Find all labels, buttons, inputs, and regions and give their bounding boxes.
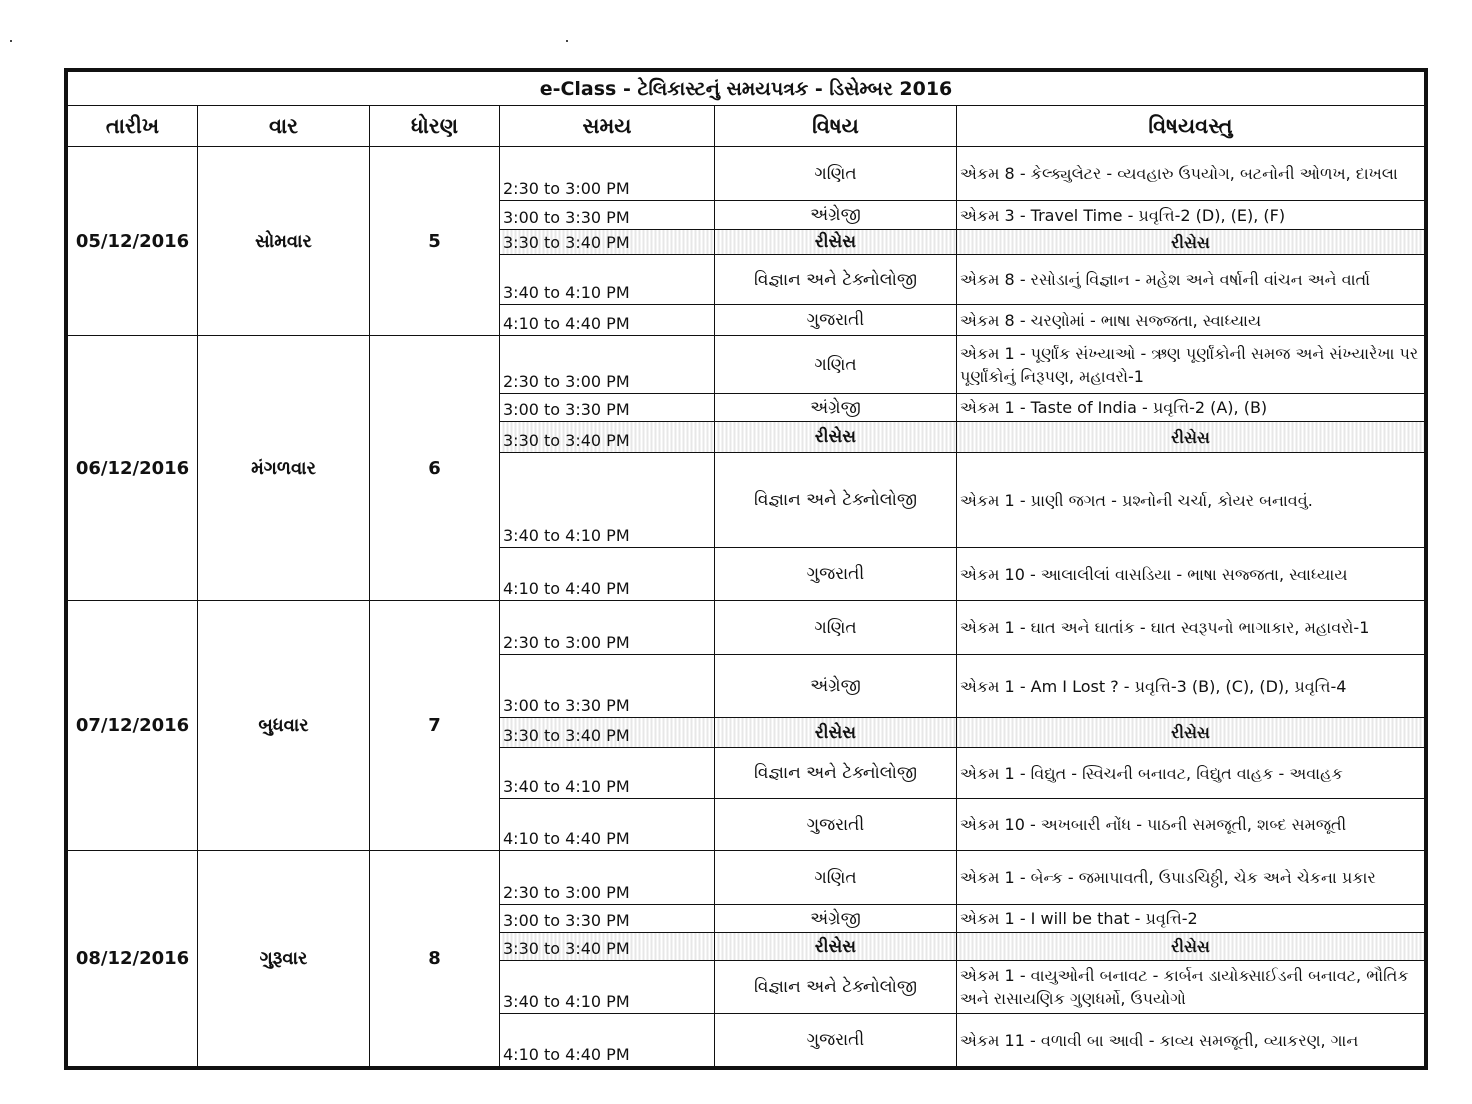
subject-cell: અંગ્રેજી: [715, 201, 957, 230]
subject-cell: વિજ્ઞાન અને ટેક્નોલોજી: [715, 748, 957, 799]
table-row: [68, 601, 1425, 655]
time-cell: 3:30 to 3:40 PM: [500, 718, 715, 748]
topic-cell: એકમ 1 - Taste of India - પ્રવૃત્તિ-2 (A), (B): [957, 394, 1425, 422]
subject-cell: રીસેસ: [715, 933, 957, 961]
subject-cell: ગુજરાતી: [715, 1014, 957, 1067]
topic-cell: એકમ 10 - અખબારી નોંધ - પાઠની સમજૂતી, શબ્દ સમજૂતી: [957, 799, 1425, 851]
subject-cell: વિજ્ઞાન અને ટેક્નોલોજી: [715, 453, 957, 548]
topic-cell: રીસેસ: [957, 230, 1425, 255]
header-row: [68, 106, 1425, 147]
subject-cell: ગુજરાતી: [715, 305, 957, 336]
date-cell: 05/12/2016: [68, 147, 198, 336]
time-cell: 3:00 to 3:30 PM: [500, 201, 715, 230]
subject-cell: ગણિત: [715, 601, 957, 655]
topic-cell: એકમ 11 - વળાવી બા આવી - કાવ્ય સમજૂતી, વ્યાકરણ, ગાન: [957, 1014, 1425, 1067]
subject-cell: અંગ્રેજી: [715, 394, 957, 422]
schedule-body: [68, 147, 1425, 1067]
subject-cell: ગણિત: [715, 851, 957, 905]
time-cell: 3:00 to 3:30 PM: [500, 655, 715, 718]
table-row: [68, 147, 1425, 201]
subject-cell: વિજ્ઞાન અને ટેક્નોલોજી: [715, 255, 957, 305]
topic-cell: એકમ 1 - વિદ્યુત - સ્વિચની બનાવટ, વિદ્યુત વાહક - અવાહક: [957, 748, 1425, 799]
header-time: સમય: [500, 106, 715, 147]
table-row: [68, 336, 1425, 394]
time-cell: 4:10 to 4:40 PM: [500, 799, 715, 851]
header-day: વાર: [198, 106, 370, 147]
topic-cell: એકમ 10 - આલાલીલાં વાસડિયા - ભાષા સજ્જતા, સ્વાધ્યાય: [957, 548, 1425, 601]
time-cell: 4:10 to 4:40 PM: [500, 548, 715, 601]
topic-cell: એકમ 1 - પૂર્ણાંક સંખ્યાઓ - ઋણ પૂર્ણાંકોની સમજ અને સંખ્યારેખા પર પૂર્ણાંકોનું નિરૂપણ, મહાવરો-1: [957, 336, 1425, 394]
header-topic: વિષયવસ્તુ: [957, 106, 1425, 147]
topic-cell: એકમ 1 - બેન્ક - જમાપાવતી, ઉપાડચિઠ્ઠી, ચેક અને ચેકના પ્રકાર: [957, 851, 1425, 905]
time-cell: 3:40 to 4:10 PM: [500, 748, 715, 799]
topic-cell: એકમ 3 - Travel Time - પ્રવૃત્તિ-2 (D), (E), (F): [957, 201, 1425, 230]
topic-cell: એકમ 8 - રસોડાનું વિજ્ઞાન - મહેશ અને વર્ષાની વાંચન અને વાર્તા: [957, 255, 1425, 305]
subject-cell: અંગ્રેજી: [715, 905, 957, 933]
time-cell: 2:30 to 3:00 PM: [500, 336, 715, 394]
time-cell: 2:30 to 3:00 PM: [500, 147, 715, 201]
time-cell: 3:40 to 4:10 PM: [500, 961, 715, 1014]
date-cell: 07/12/2016: [68, 601, 198, 851]
time-cell: 2:30 to 3:00 PM: [500, 601, 715, 655]
time-cell: 4:10 to 4:40 PM: [500, 1014, 715, 1067]
subject-cell: રીસેસ: [715, 230, 957, 255]
topic-cell: એકમ 1 - ઘાત અને ઘાતાંક - ઘાત સ્વરૂપનો ભાગાકાર, મહાવરો-1: [957, 601, 1425, 655]
topic-cell: રીસેસ: [957, 422, 1425, 453]
subject-cell: ગુજરાતી: [715, 799, 957, 851]
topic-cell: એકમ 1 - પ્રાણી જગત - પ્રશ્નોની ચર્ચા, કોયર બનાવવું.: [957, 453, 1425, 548]
title-row: [68, 72, 1425, 106]
time-cell: 3:00 to 3:30 PM: [500, 905, 715, 933]
subject-cell: રીસેસ: [715, 422, 957, 453]
subject-cell: ગણિત: [715, 336, 957, 394]
scan-speck: [10, 40, 12, 42]
topic-cell: એકમ 8 - કેલ્ક્યુલેટર - વ્યવહારુ ઉપયોગ, બટનોની ઓળખ, દાખલા: [957, 147, 1425, 201]
standard-cell: 5: [370, 147, 500, 336]
time-cell: 2:30 to 3:00 PM: [500, 851, 715, 905]
header-date: તારીખ: [68, 106, 198, 147]
standard-cell: 6: [370, 336, 500, 601]
day-cell: ગુરૂવાર: [198, 851, 370, 1067]
header-subject: વિષય: [715, 106, 957, 147]
topic-cell: એકમ 1 - Am I Lost ? - પ્રવૃત્તિ-3 (B), (C), (D), પ્રવૃત્તિ-4: [957, 655, 1425, 718]
time-cell: 4:10 to 4:40 PM: [500, 305, 715, 336]
standard-cell: 7: [370, 601, 500, 851]
topic-cell: એકમ 1 - વાયુઓની બનાવટ - કાર્બન ડાયોક્સાઈડની બનાવટ, ભૌતિક અને રાસાયણિક ગુણધર્મો, ઉપયોગો: [957, 961, 1425, 1014]
table-row: [68, 851, 1425, 905]
standard-cell: 8: [370, 851, 500, 1067]
subject-cell: રીસેસ: [715, 718, 957, 748]
header-standard: ધોરણ: [370, 106, 500, 147]
topic-cell: એકમ 8 - ચરણોમાં - ભાષા સજ્જતા, સ્વાધ્યાય: [957, 305, 1425, 336]
topic-cell: રીસેસ: [957, 933, 1425, 961]
subject-cell: ગણિત: [715, 147, 957, 201]
schedule-table: [67, 71, 1425, 1067]
day-cell: સોમવાર: [198, 147, 370, 336]
subject-cell: અંગ્રેજી: [715, 655, 957, 718]
topic-cell: રીસેસ: [957, 718, 1425, 748]
topic-cell: એકમ 1 - I will be that - પ્રવૃત્તિ-2: [957, 905, 1425, 933]
scan-speck: [566, 40, 568, 42]
date-cell: 06/12/2016: [68, 336, 198, 601]
time-cell: 3:00 to 3:30 PM: [500, 394, 715, 422]
page-title: e-Class - ટેલિકાસ્ટનું સમયપત્રક - ડિસેમ્બર 2016: [68, 72, 1425, 106]
day-cell: બુધવાર: [198, 601, 370, 851]
time-cell: 3:30 to 3:40 PM: [500, 933, 715, 961]
subject-cell: ગુજરાતી: [715, 548, 957, 601]
subject-cell: વિજ્ઞાન અને ટેક્નોલોજી: [715, 961, 957, 1014]
schedule-frame: [64, 68, 1428, 1070]
date-cell: 08/12/2016: [68, 851, 198, 1067]
time-cell: 3:30 to 3:40 PM: [500, 422, 715, 453]
time-cell: 3:30 to 3:40 PM: [500, 230, 715, 255]
day-cell: મંગળવાર: [198, 336, 370, 601]
time-cell: 3:40 to 4:10 PM: [500, 255, 715, 305]
time-cell: 3:40 to 4:10 PM: [500, 453, 715, 548]
